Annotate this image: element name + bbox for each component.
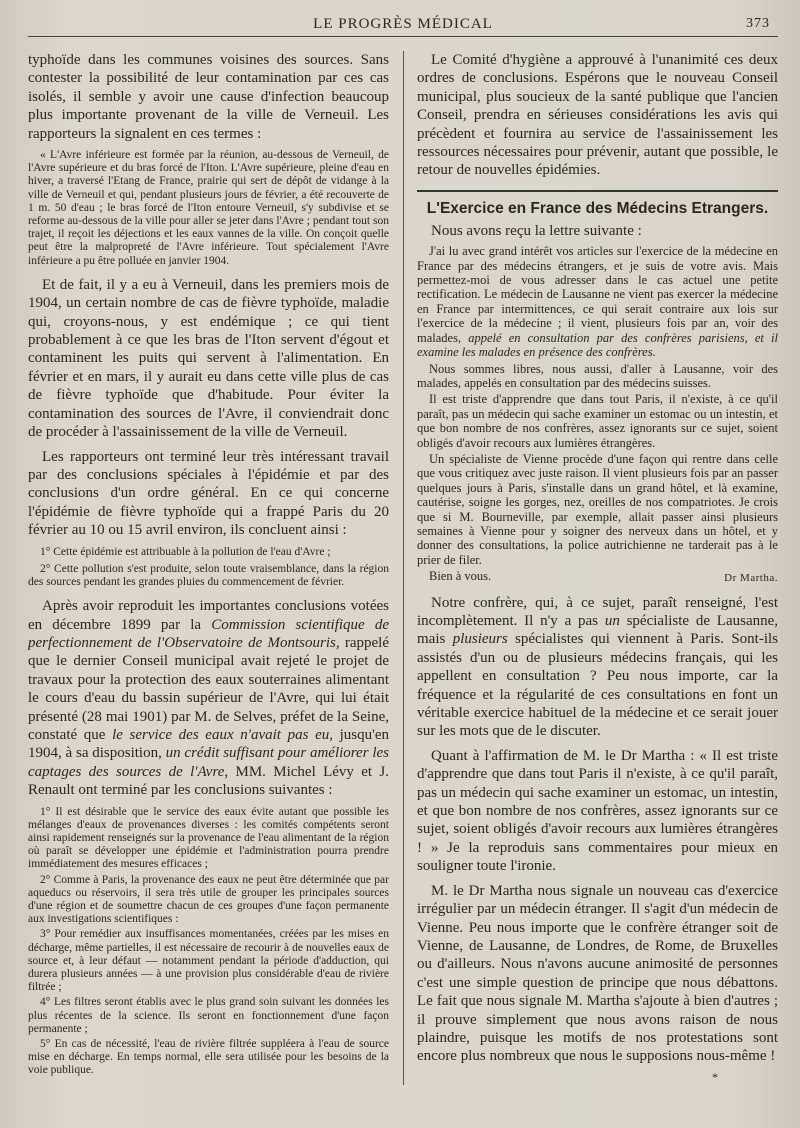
- paragraph: [417, 594, 778, 741]
- letter-closing: Bien à vous.: [429, 569, 492, 584]
- paragraph: Nous avons reçu la lettre suivante :: [431, 222, 642, 239]
- paragraph: [28, 597, 389, 799]
- text-run: Après avoir reproduit les importantes conclusions votées en décembre 1899 par la: [28, 598, 389, 633]
- text-run: , rappelé que le dernier Conseil municipal avait rejeté le projet de travaux pour la protection des eaux souterraines alimentant le cours d'eau du bassin supérieur de l'Avre, qui lui était présenté (28 mai 1901) par M. de Selves, préfet de la Seine, constaté que: [28, 634, 389, 743]
- italic-run: un crédit suffisant pour améliorer les captages des sources de l'Avre: [28, 745, 389, 780]
- page-header: [28, 14, 778, 37]
- page-number: 373: [746, 16, 770, 31]
- paragraph: Le Comité d'hygiène a approuvé à l'unanimité ces deux ordres de conclusions. Espérons que le nouveau Conseil municipal, plus soucieux de la santé publique que l'ancien Conseil, prendra en sérieuses considérations les avis qui précèdent et fournira au service de l'assainissement les ressources nécessaires pour prévenir, autant que possible, le retour de nouvelles épidémies.: [417, 52, 778, 179]
- text-run: Notre confrère, qui, à ce sujet, paraît renseigné, l'est incomplètement. Il n'y a pas: [417, 594, 778, 629]
- conclusion-item: 2° Cette pollution s'est produite, selon toute vraisemblance, dans la région des sources pendant les grandes pluies du commencement de février.: [28, 562, 389, 588]
- text-run: spécialiste de Lausanne, mais: [417, 613, 778, 648]
- paragraph: M. le Dr Martha nous signale un nouveau cas d'exercice irrégulier par un médecin étranger. Il s'agit d'un médecin de Vienne. Peu nous importe que le confrère étranger soit de Vienne, de Lausanne, de Londres, de Rome, de Bruxelles ou d'ailleurs. Nous n'avons aucune animosité de personnes c'est une simple question de principe que nous débattons. Le fait que nous signale M. Martha s'ajoute à bien d'autres ; il prouve simplement que nous avons raison de nous plaindre, puisque les motifs de nos protestations sont encore plus nombreux que nous le supposions nous-même !: [417, 882, 778, 1065]
- letter-paragraph: Nous sommes libres, nous aussi, d'aller à Lausanne, voir des malades, appelés en consultation par des médecins suisses.: [417, 361, 778, 390]
- conclusion-item: 2° Comme à Paris, la provenance des eaux ne peut être déterminée que par aqueducs ou réservoirs, il sera très utile de grouper les principales sources d'une région et de soumettre chacun de ces groupes d'une façon permanente aux investigations scientifiques :: [28, 873, 389, 926]
- italic-run: appelé en consultation par des confrères parisiens, et il examine les malades en présence des confrères.: [417, 330, 778, 360]
- conclusion-item: 1° Cette épidémie est attribuable à la pollution de l'eau d'Avre ;: [40, 545, 331, 558]
- letter-paragraph: Un spécialiste de Vienne procède d'une façon qui rentre dans celle que vous critiquez avec juste raison. Il vient plusieurs fois par an passer quelques jours à Paris, s'installe dans un grand hôtel, et là examine, cautérise, soigne les gorges, nez, oreilles de nos compatriotes. Je crois que si M. Bourneville, par exemple, allait passer ainsi plusieurs semaines à Vienne pour y soigner des nerveux dans un hôtel, et y donner des consultations, la police autrichienne ne tarderait pas à le prier de filer.: [417, 451, 778, 567]
- letter-paragraph: Il est triste d'apprendre que dans tout Paris, il n'existe, à ce qu'il paraît, pas un médecin qui sache examiner un estomac ou un intestin, et que bon nombre de nos confrères, assez ignorants sur ce sujet, soient obligés d'avoir recours aux lumières étrangères.: [417, 392, 778, 450]
- text-run: , MM. Michel Lévy et J. Renault ont terminé par les conclusions suivantes :: [28, 763, 389, 799]
- columns: [28, 51, 778, 1085]
- letter-paragraph: [417, 244, 778, 359]
- right-column: [404, 51, 778, 1085]
- italic-run: Commission scientifique de perfectionnement de l'Observatoire de Montsouris: [28, 616, 389, 651]
- left-column: [28, 51, 404, 1085]
- italic-run: plusieurs: [452, 631, 508, 648]
- paragraph: Quant à l'affirmation de M. le Dr Martha : « Il est triste d'apprendre que dans tout Paris il n'existe, à ce qu'il paraît, pas un médecin qui sache examiner un estomac, un intestin, et que bon nombre de nos confrères, assez ignorants sur ce sujet, soient obligés d'avoir recours aux lumières étrangères ! » Je la reproduis sans commentaires pour mieux en souligner toute l'ironie.: [417, 747, 778, 875]
- quotation: « L'Avre inférieure est formée par la réunion, au-dessous de Verneuil, de l'Avre supérieure et du bras forcé de l'Iton. L'Avre supérieure, pleine d'eau en hiver, a traversé l'Etang de France, prairie qui sert de dépôt de vidange à la ville de Verneuil et qui, pendant plusieurs jours de février, a été recouverte de 1 m. 50 d'eau ; le bras forcé de l'Iton entoure Verneuil, s'y subdivise et se reforme au-dessous de la ville pour aller se jeter dans l'Avre ; pendant tout son trajet, il reçoit les déjections et les eaux vannes de la ville. On conçoit quelle peut être la malpropreté de l'Avre inférieure. Tout spécialement l'Avre inférieure a pu être polluée en janvier 1904.: [28, 149, 389, 267]
- text-run: spécialistes qui viennent à Paris. Sont-ils assistés d'un ou de plusieurs médecins français, qui les appellent en consultation ? Peu nous importe, car la fréquence et la régularité de ces consultations en font un véritable exercice habituel de la médecine et ce serait jouer sur les mots que de le discuter.: [417, 631, 778, 740]
- conclusion-item: 5° En cas de nécessité, l'eau de rivière filtrée suppléera à l'eau de source mise en décharge. En temps normal, elle sera utilisée pour les besoins de la voie publique.: [28, 1038, 389, 1077]
- text-run: , jusqu'en 1904, à sa disposition,: [28, 727, 389, 762]
- conclusion-item: 4° Les filtres seront établis avec le plus grand soin suivant les données les plus récentes de la science. Ils seront en fonctionnement d'une façon permanente ;: [28, 996, 389, 1035]
- signature: Dr Martha.: [724, 571, 778, 584]
- journal-title: LE PROGRÈS MÉDICAL: [313, 16, 493, 32]
- section-divider: [417, 190, 778, 192]
- conclusion-item: 1° Il est désirable que le service des eaux évite autant que possible les mélanges d'eaux de provenances diverses : les comités compétents seront ainsi rapidement renseignés sur la provenance de l'eau alimentant de la région où paraît se développer une épidémie et l'administration pourra prendre immédiatement des mesures efficaces ;: [28, 805, 389, 871]
- italic-run: un: [604, 613, 620, 629]
- italic-run: le service des eaux n'avait pas eu: [112, 727, 330, 743]
- paragraph: typhoïde dans les communes voisines des sources. Sans contester la possibilité de leur contamination par ces cas isolés, il semble y avoir une cause d'infection beaucoup plus importante provenant de la ville de Verneuil. Les rapporteurs la signalent en ces termes :: [28, 52, 389, 142]
- conclusion-item: 3° Pour remédier aux insuffisances momentanées, créées par les mises en décharge, même partielles, il est nécessaire de recourir à de nouvelles eaux de source et, à leur défaut — notamment pendant la période d'adduction, qui durera plusieurs années — à une provision plus considérable d'eau de rivière filtrée ;: [28, 928, 389, 994]
- paragraph: Et de fait, il y a eu à Verneuil, dans les premiers mois de 1904, un certain nombre de cas de fièvre typhoïde, maladie qui, croyons-nous, y est endémique ; ce qui tient probablement à ce que les bras de l'Iton servent d'égout et contaminent les puits qui servent à l'alimentation. En février et en mars, il y aurait eu dans cette ville plus de cas de fièvre typhoïde que d'habitude. Pour éviter la contamination des sources de l'Avre, il conviendrait donc de procéder à l'assainissement de la ville de Verneuil.: [28, 276, 389, 441]
- end-mark: *: [712, 1069, 718, 1084]
- text-run: J'ai lu avec grand intérêt vos articles sur l'exercice de la médecine en France par des médecins étrangers, et je suis de votre avis. Mais permettez-moi de vous adresser dans le cas actuel une petite rectification. Le médecin de Lausanne ne vient pas exercer la médecine en France par intermittences, ce qui serait contraire aux lois sur l'exercice de la médecine ; il vient, plusieurs fois par an, voir des malades,: [417, 244, 778, 345]
- paragraph: Les rapporteurs ont terminé leur très intéressant travail par des conclusions spéciales à l'épidémie et par des conclusions d'un ordre général. En ce qui concerne l'épidémie de fièvre typhoïde qui a frappé Paris du 20 février au 10 ou 15 avril environ, ils concluent ainsi :: [28, 448, 389, 539]
- section-title: L'Exercice en France des Médecins Etrangers.: [426, 199, 769, 217]
